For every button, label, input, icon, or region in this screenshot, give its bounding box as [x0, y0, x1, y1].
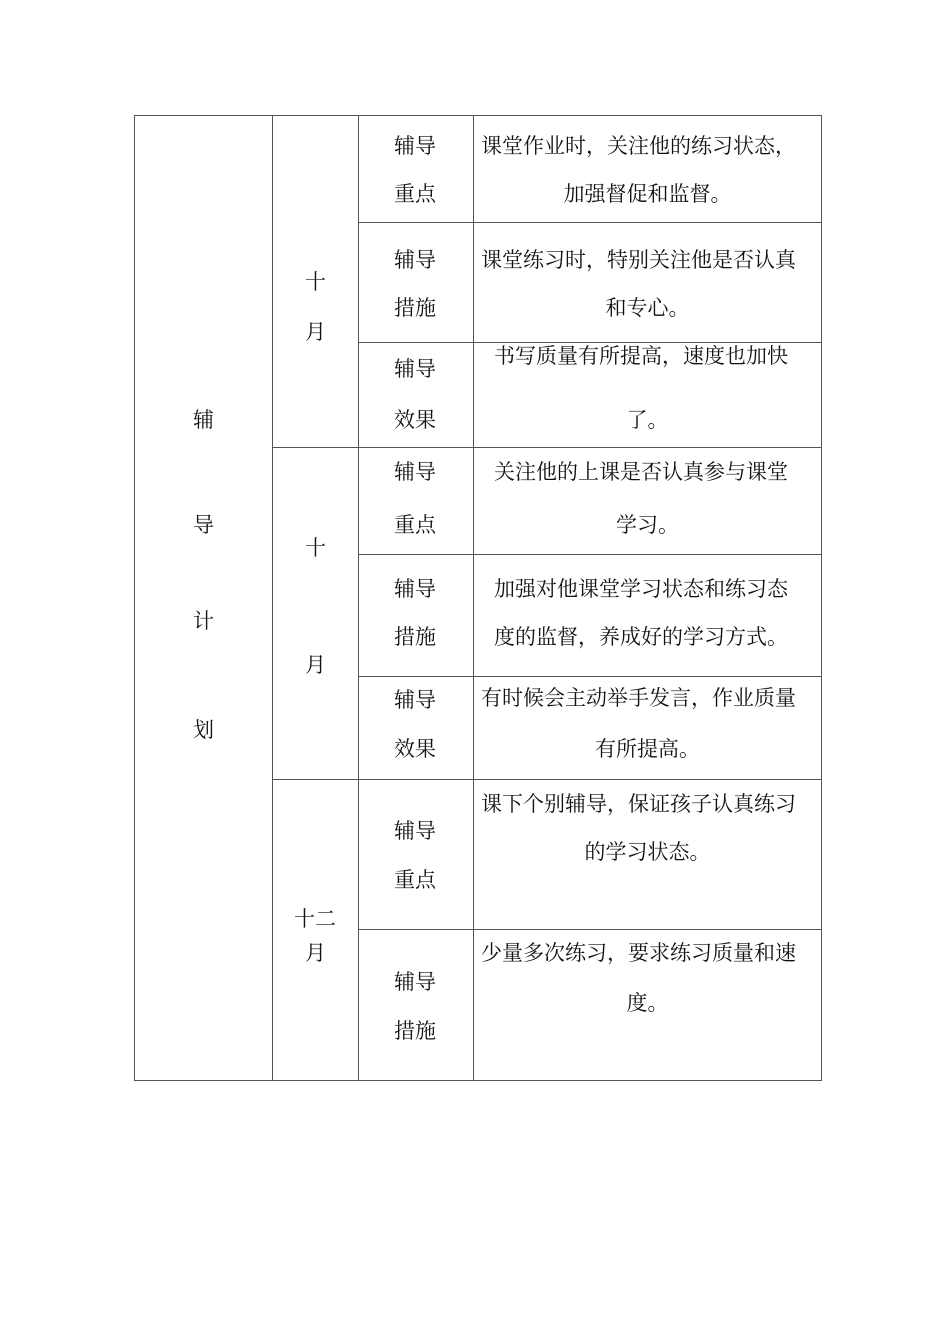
row-content: 课下个别辅导，保证孩子认真练习	[481, 792, 796, 816]
divider-col-3	[473, 115, 474, 1081]
row-label: 措施	[394, 296, 436, 320]
section-title-char: 辅	[193, 408, 214, 432]
divider-row	[358, 676, 822, 677]
row-label: 重点	[394, 868, 436, 892]
row-label: 重点	[394, 182, 436, 206]
row-label: 效果	[394, 408, 436, 432]
row-label: 辅导	[394, 577, 436, 601]
divider-row	[358, 554, 822, 555]
row-content: 度的监督，养成好的学习方式。	[494, 625, 788, 649]
divider-month-1	[272, 447, 822, 448]
month-label: 十二	[294, 907, 336, 931]
row-content: 有所提高。	[595, 737, 700, 761]
section-title-char: 划	[193, 718, 214, 742]
row-label: 措施	[394, 1019, 436, 1043]
row-label: 辅导	[394, 970, 436, 994]
divider-col-2	[358, 115, 359, 1081]
table-border-bottom	[134, 1080, 822, 1081]
month-label: 十	[305, 270, 326, 294]
row-label: 辅导	[394, 357, 436, 381]
divider-row	[358, 342, 822, 343]
month-label: 月	[305, 941, 326, 965]
row-label: 辅导	[394, 134, 436, 158]
divider-month-2	[272, 779, 822, 780]
table-border-right	[821, 115, 822, 1081]
row-content: 有时候会主动举手发言，作业质量	[481, 686, 796, 710]
row-content: 度。	[626, 991, 669, 1015]
row-content: 的学习状态。	[584, 840, 711, 864]
row-content: 加强对他课堂学习状态和练习态	[494, 577, 788, 601]
divider-col-1	[272, 115, 273, 1081]
section-title-char: 计	[193, 609, 214, 633]
row-content: 书写质量有所提高，速度也加快	[494, 344, 788, 368]
month-label: 月	[305, 320, 326, 344]
row-content: 了。	[626, 408, 669, 432]
row-label: 辅导	[394, 819, 436, 843]
row-label: 辅导	[394, 460, 436, 484]
row-label: 效果	[394, 737, 436, 761]
row-content: 学习。	[616, 513, 679, 537]
section-title-char: 导	[193, 513, 214, 537]
divider-row	[358, 929, 822, 930]
table-border-top	[134, 115, 822, 116]
month-label: 月	[305, 653, 326, 677]
divider-row	[358, 222, 822, 223]
row-label: 重点	[394, 513, 436, 537]
row-content: 和专心。	[605, 296, 690, 320]
table-border-left	[134, 115, 135, 1081]
row-content: 课堂练习时，特别关注他是否认真	[481, 248, 796, 272]
row-label: 措施	[394, 625, 436, 649]
row-label: 辅导	[394, 248, 436, 272]
row-label: 辅导	[394, 688, 436, 712]
month-label: 十	[305, 536, 326, 560]
row-content: 课堂作业时，关注他的练习状态，	[481, 134, 796, 158]
row-content: 关注他的上课是否认真参与课堂	[494, 460, 788, 484]
row-content: 加强督促和监督。	[563, 182, 732, 206]
row-content: 少量多次练习，要求练习质量和速	[481, 941, 796, 965]
